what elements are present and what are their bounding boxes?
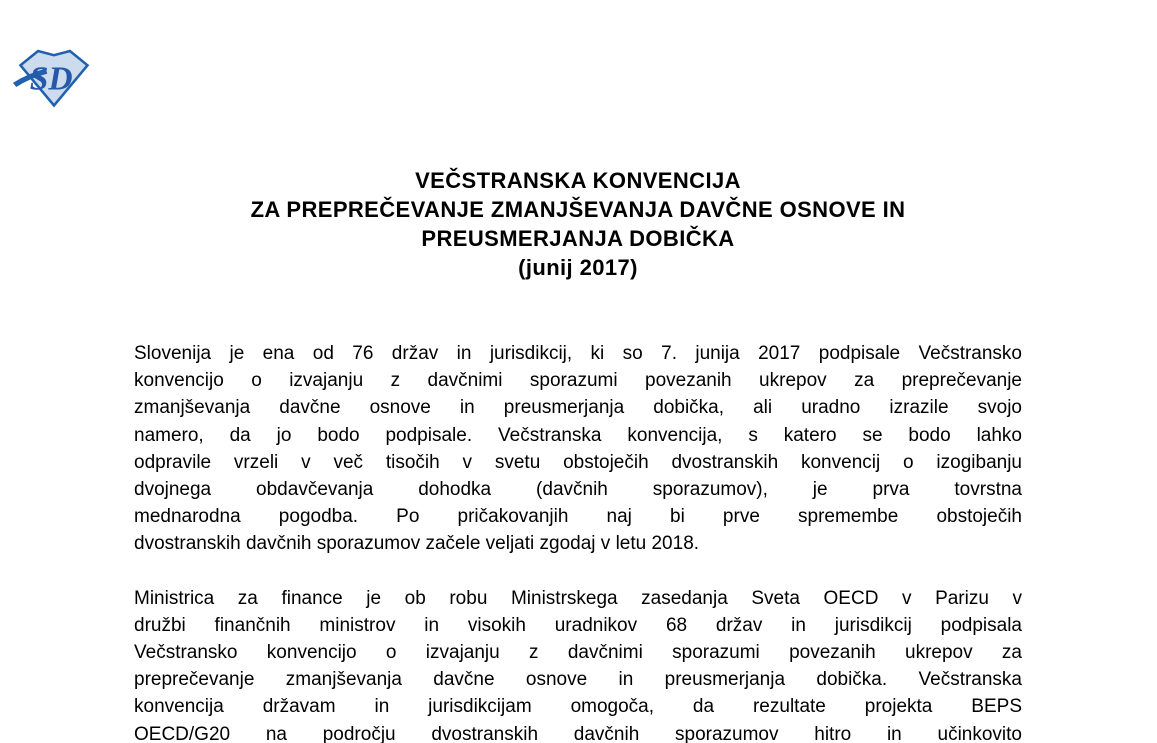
paragraph-line: dvojnega obdavčevanja dohodka (davčnih sporazumov), je prva tovrstna <box>134 479 1022 501</box>
paragraph-line: zmanjševanja davčne osnove in preusmerjanja dobička, ali uradno izrazile svojo <box>134 397 1022 419</box>
paragraph-line: OECD/G20 na področju dvostranskih davčnih sporazumov hitro in učinkovito <box>134 723 1022 743</box>
paragraph-line: odpravile vrzeli v več tisočih v svetu obstoječih dvostranskih konvencij o izogibanju <box>134 451 1022 473</box>
paragraph-line: Slovenija je ena od 76 držav in jurisdikcij, ki so 7. junija 2017 podpisale Večstransko <box>134 343 1022 364</box>
title-line: ZA PREPREČEVANJE ZMANJŠEVANJA DAVČNE OSNOVE IN <box>250 197 906 222</box>
title-line: (junij 2017) <box>518 255 638 280</box>
document-title <box>134 166 1022 282</box>
paragraph-line: mednarodna pogodba. Po pričakovanjih naj bi prve spremembe obstoječih <box>134 506 1022 528</box>
sd-diamond-logo <box>12 46 96 108</box>
paragraph-1 <box>134 340 1022 558</box>
paragraph-line: družbi finančnih ministrov in visokih uradnikov 68 držav in jurisdikcij podpisala <box>134 614 1022 636</box>
logo-letters: SD <box>29 60 73 98</box>
title-line: PREUSMERJANJA DOBIČKA <box>421 226 735 251</box>
paragraph-2 <box>134 585 1022 743</box>
paragraph-line: preprečevanje zmanjševanja davčne osnove in preusmerjanja dobička. Večstranska <box>134 669 1022 691</box>
paragraph-line: namero, da jo bodo podpisale. Večstranska konvencija, s katero se bodo lahko <box>134 424 1022 446</box>
paragraph-line: Večstransko konvencijo o izvajanju z davčnimi sporazumi povezanih ukrepov za <box>134 642 1022 664</box>
document-body <box>134 166 1022 743</box>
sd-diamond-logo-icon <box>12 46 96 108</box>
paragraph-line: konvencijo o izvajanju z davčnimi sporazumi povezanih ukrepov za preprečevanje <box>134 370 1022 392</box>
paragraph-line: konvencija državam in jurisdikcijam omogoča, da rezultate projekta BEPS <box>134 696 1022 718</box>
paragraph-line: dvostranskih davčnih sporazumov začele veljati zgodaj v letu 2018. <box>134 533 700 555</box>
title-line: VEČSTRANSKA KONVENCIJA <box>415 168 741 193</box>
paragraph-line: Ministrica za finance je ob robu Ministrskega zasedanja Sveta OECD v Parizu v <box>134 587 1022 609</box>
